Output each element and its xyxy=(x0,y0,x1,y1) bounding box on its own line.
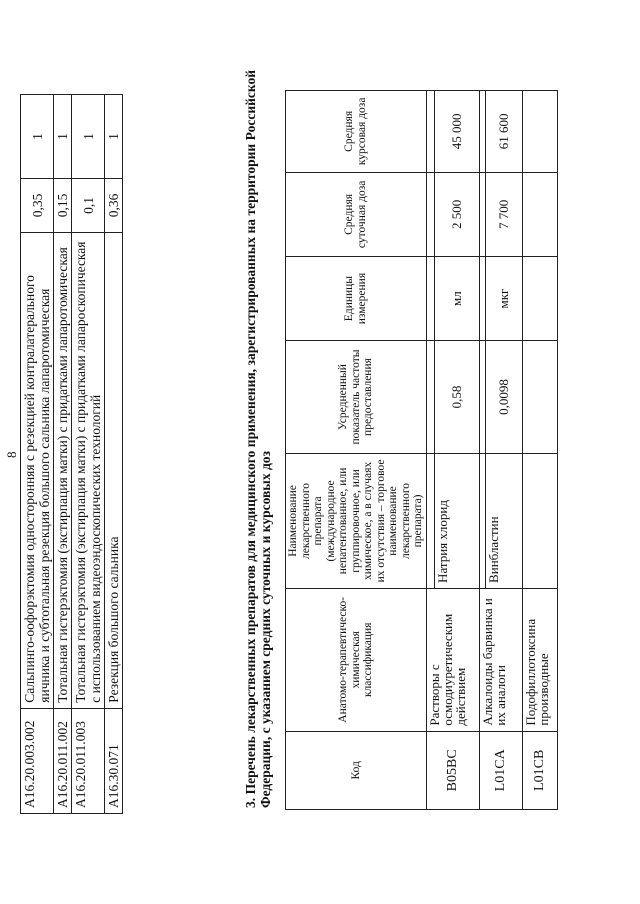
procedure-frequency: 0,35 xyxy=(21,179,54,233)
drugs-table xyxy=(285,90,558,810)
empty-cell xyxy=(426,172,434,256)
empty-cell xyxy=(479,172,486,256)
procedure-code: A16.20.011.002 xyxy=(54,708,72,813)
empty-cell xyxy=(522,172,557,256)
empty-cell xyxy=(522,91,557,173)
table-row xyxy=(105,95,123,814)
drug-group-code: L01CB xyxy=(522,731,557,809)
empty-cell xyxy=(479,453,486,588)
table-row xyxy=(522,91,557,810)
table-header-row xyxy=(286,91,427,810)
header-unit: Единицы измерения xyxy=(286,257,427,341)
table-row xyxy=(54,95,72,814)
header-course-dose: Средняя курсовая доза xyxy=(286,91,427,173)
header-atc: Анатомо-терапевтическо-химическая классификация xyxy=(286,588,427,731)
procedure-code: A16.30.071 xyxy=(105,708,123,813)
procedure-count: 1 xyxy=(21,95,54,179)
empty-cell xyxy=(426,257,434,341)
drug-name: Винбластин xyxy=(486,453,522,588)
procedure-count: 1 xyxy=(105,95,123,179)
empty-cell xyxy=(426,453,434,588)
table-row xyxy=(479,91,486,810)
drug-course-dose: 61 600 xyxy=(486,91,522,173)
empty-cell xyxy=(522,453,557,588)
table-row xyxy=(72,95,105,814)
drug-frequency: 0,58 xyxy=(434,341,479,454)
procedure-count: 1 xyxy=(54,95,72,179)
procedure-name: Резекция большого сальника xyxy=(105,232,123,708)
drug-group-name: Растворы с осмодиуретическим действием xyxy=(426,588,479,731)
drug-unit: мл xyxy=(434,257,479,341)
procedures-table xyxy=(20,94,123,814)
procedure-frequency: 0,15 xyxy=(54,179,72,233)
page-number: 8 xyxy=(4,451,19,458)
drug-daily-dose: 2 500 xyxy=(434,172,479,256)
procedure-frequency: 0,36 xyxy=(105,179,123,233)
empty-cell xyxy=(479,257,486,341)
drug-frequency: 0,0098 xyxy=(486,341,522,454)
procedure-count: 1 xyxy=(72,95,105,179)
drug-daily-dose: 7 700 xyxy=(486,172,522,256)
procedure-name: Тотальная гистерэктомия (экстирпация матки) с придатками лапароскопическая с использованием видеоэндоскопических технологий xyxy=(72,232,105,708)
drug-name: Натрия хлорид xyxy=(434,453,479,588)
header-code: Код xyxy=(286,731,427,809)
header-daily-dose: Средняя суточная доза xyxy=(286,172,427,256)
procedure-code: A16.20.003.002 xyxy=(21,708,54,813)
section-title: 3. Перечень лекарственных препаратов для медицинского применения, зарегистрированных на территории Российской Федерации, с указанием средних суточных и курсовых доз xyxy=(243,70,273,808)
procedure-name: Тотальная гистерэктомия (экстирпация матки) с придатками лапаротомическая xyxy=(54,232,72,708)
drug-group-code: L01CA xyxy=(479,731,522,809)
empty-cell xyxy=(522,257,557,341)
header-frequency: Усредненный показатель частоты предоставления xyxy=(286,341,427,454)
procedure-frequency: 0,1 xyxy=(72,179,105,233)
procedure-name: Сальпинго-оофорэктомия односторонняя с резекцией контралатерального яичника и субтотальная резекция большого сальника лапаротомическая xyxy=(21,232,54,708)
table-row xyxy=(21,95,54,814)
drug-group-name: Подофиллотоксина производные xyxy=(522,588,557,731)
empty-cell xyxy=(426,341,434,454)
header-drug-name: Наименование лекарственного препарата (международное непатентованное, или группировочное, или химическое, а в случаях их отсутствия – торговое наименование лекарственного препарата) xyxy=(286,453,427,588)
procedure-code: A16.20.011.003 xyxy=(72,708,105,813)
empty-cell xyxy=(426,91,434,173)
drug-group-code: B05BC xyxy=(426,731,479,809)
table-row xyxy=(426,91,434,810)
drug-group-name: Алкалоиды барвинка и их аналоги xyxy=(479,588,522,731)
empty-cell xyxy=(479,91,486,173)
empty-cell xyxy=(522,341,557,454)
drug-unit: мкг xyxy=(486,257,522,341)
drug-course-dose: 45 000 xyxy=(434,91,479,173)
empty-cell xyxy=(479,341,486,454)
